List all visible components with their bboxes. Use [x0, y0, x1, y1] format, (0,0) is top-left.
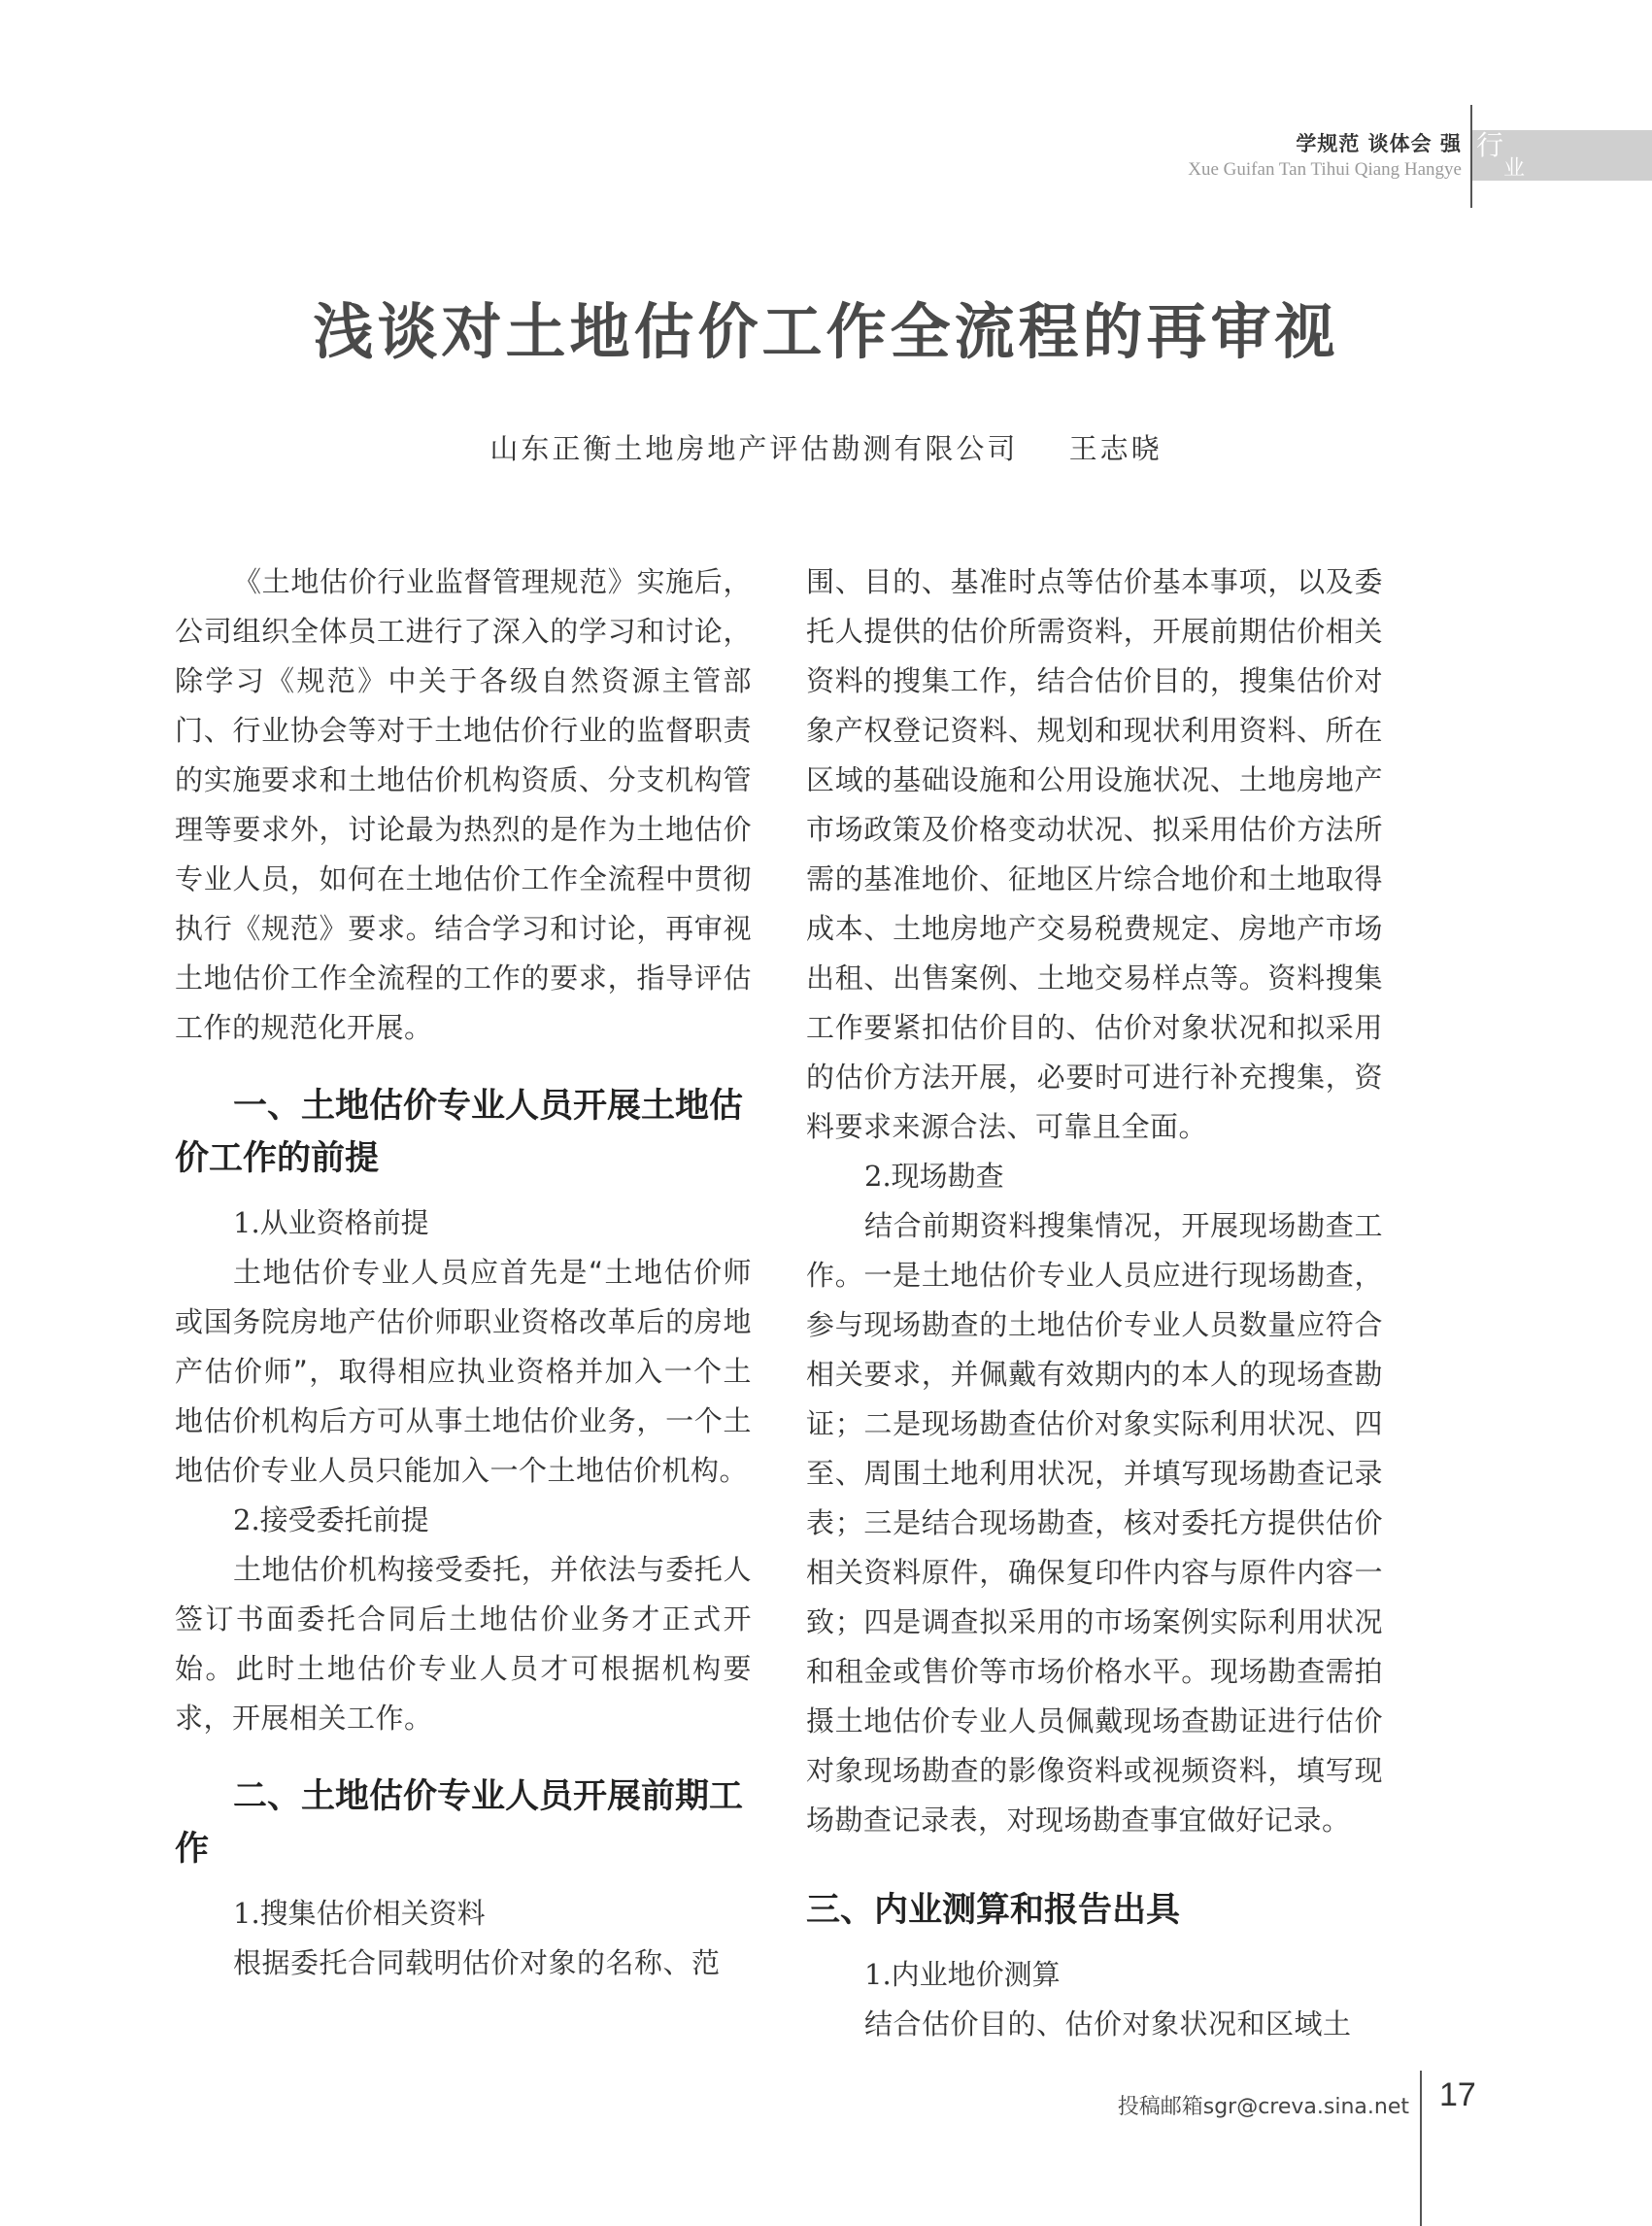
author-org: 山东正衡土地房地产评估勘测有限公司: [489, 432, 1019, 465]
running-header: [1188, 128, 1462, 181]
left-column: [175, 557, 752, 1988]
section-1-heading: 一、土地估价专业人员开展土地估价工作的前提: [175, 1087, 744, 1178]
section-2-heading: 二、土地估价专业人员开展前期工作: [175, 1777, 744, 1869]
section-1-1-heading: 1.从业资格前提: [233, 1206, 429, 1239]
header-box-char-a: 行: [1476, 129, 1504, 161]
footer-divider: [1420, 2071, 1422, 2226]
author-line: [0, 427, 1652, 467]
article-title: 浅谈对土地估价工作全流程的再审视: [313, 296, 1339, 367]
right-column: [806, 557, 1383, 2049]
section-1-2-heading: 2.接受委托前提: [233, 1503, 429, 1536]
page-number: 17: [1439, 2076, 1476, 2113]
header-chinese: 学规范 谈体会 强: [1296, 132, 1462, 155]
intro-paragraph: 《土地估价行业监督管理规范》实施后，公司组织全体员工进行了深入的学习和讨论，除学习《规范》中关于各级自然资源主管部门、行业协会等对于土地估价行业的监督职责的实施要求和土地估价机构资质、分支机构管理等要求外，讨论最为热烈的是作为土地估价专业人员，如何在土地估价工作全流程中贯彻执行《规范》要求。结合学习和讨论，再审视土地估价工作全流程的工作的要求，指导评估工作的规范化开展。: [175, 565, 752, 1044]
header-section-label: [1476, 129, 1526, 183]
header-pinyin: Xue Guifan Tan Tihui Qiang Hangye: [1188, 159, 1462, 180]
section-1-1-paragraph: 土地估价专业人员应首先是“土地估价师或国务院房地产估价师职业资格改革后的房地产估价师”，取得相应执业资格并加入一个土地估价机构后方可从事土地估价业务，一个土地估价专业人员只能加入一个土地估价机构。: [175, 1256, 752, 1487]
section-1-2-paragraph: 土地估价机构接受委托，并依法与委托人签订书面委托合同后土地估价业务才正式开始。此时土地估价专业人员才可根据机构要求，开展相关工作。: [175, 1553, 752, 1735]
author-name: 王志晓: [1068, 432, 1163, 465]
section-3-1-paragraph: 结合估价目的、估价对象状况和区域土: [864, 2007, 1352, 2040]
section-3-1-heading: 1.内业地价测算: [864, 1958, 1061, 1991]
section-2-2-paragraph: 结合前期资料搜集情况，开展现场勘查工作。一是土地估价专业人员应进行现场勘查，参与现场勘查的土地估价专业人员数量应符合相关要求，并佩戴有效期内的本人的现场查勘证；二是现场勘查估价对象实际利用状况、四至、周围土地利用状况，并填写现场勘查记录表；三是结合现场勘查，核对委托方提供估价相关资料原件，确保复印件内容与原件内容一致；四是调查拟采用的市场案例实际利用状况和租金或售价等市场价格水平。现场勘查需拍摄土地估价专业人员佩戴现场查勘证进行估价对象现场勘查的影像资料或视频资料，填写现场勘查记录表，对现场勘查事宜做好记录。: [806, 1209, 1383, 1837]
section-2-1-paragraph-cont: 围、目的、基准时点等估价基本事项，以及委托人提供的估价所需资料，开展前期估价相关资料的搜集工作，结合估价目的，搜集估价对象产权登记资料、规划和现状利用资料、所在区域的基础设施和公用设施状况、土地房地产市场政策及价格变动状况、拟采用估价方法所需的基准地价、征地区片综合地价和土地取得成本、土地房地产交易税费规定、房地产市场出租、出售案例、土地交易样点等。资料搜集工作要紧扣估价目的、估价对象状况和拟采用的估价方法开展，必要时可进行补充搜集，资料要求来源合法、可靠且全面。: [806, 565, 1383, 1143]
section-2-2-heading: 2.现场勘查: [864, 1160, 1004, 1193]
submission-email: 投稿邮箱sgr@creva.sina.net: [1117, 2095, 1409, 2119]
section-2-1-heading: 1.搜集估价相关资料: [233, 1897, 486, 1930]
section-3-heading: 三、内业测算和报告出具: [806, 1891, 1181, 1930]
section-2-1-paragraph: 根据委托合同载明估价对象的名称、范: [233, 1946, 721, 1979]
header-box-char-b: 业: [1503, 156, 1526, 181]
